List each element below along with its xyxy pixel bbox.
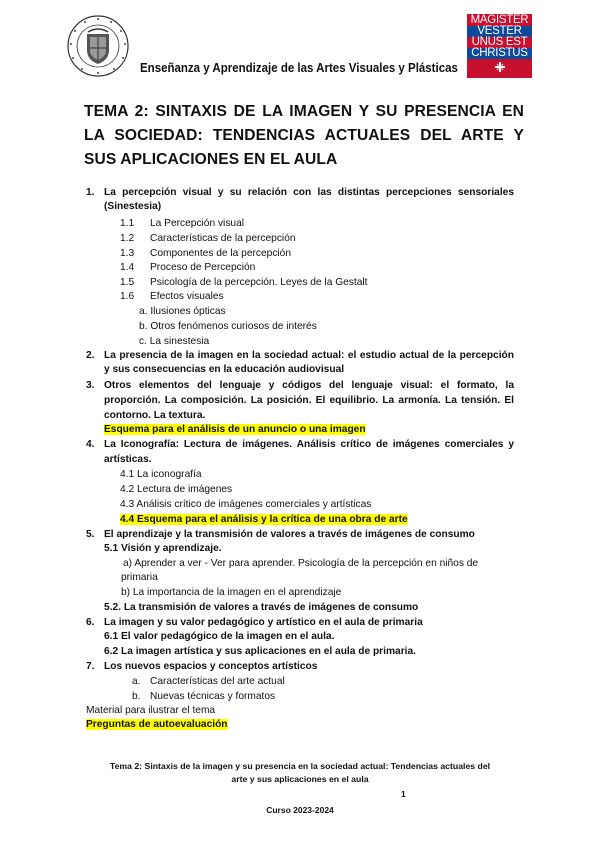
questions-highlight-text: Preguntas de autoevaluación [86,719,228,730]
item-4-text-line-2: artísticas. [104,454,152,465]
item-7-b-text: Nuevas técnicas y formatos [150,691,276,702]
item-4-text-line-1: La Iconografía: Lectura de imágenes. Análisis crítico de imágenes comerciales y [104,439,514,450]
header-title: Enseñanza y Aprendizaje de las Artes Visuales y Plásticas [140,61,458,75]
item-3-highlight [104,423,366,437]
university-seal-icon [66,14,130,78]
item-2-text-line-1: La presencia de la imagen en la sociedad actual: el estudio actual de la percepción [104,350,514,361]
item-7-a-number: a. [132,676,141,687]
document-title: TEMA 2: SINTAXIS DE LA IMAGEN Y SU PRESENCIA EN LA SOCIEDAD: TENDENCIAS ACTUALES DEL ARTE Y SUS APLICACIONES EN EL AULA [84,103,524,168]
item-4-1: 4.1 La iconografía [120,469,202,480]
item-5-1-a-line-2: primaria [121,572,158,583]
item-3-highlight-text: Esquema para el análisis de un anuncio o una imagen [104,424,366,435]
brand-line-3: UNUS EST [471,36,528,48]
item-5-text: El aprendizaje y la transmisión de valores a través de imágenes de consumo [104,529,475,540]
item-1-4-number: 1.4 [120,262,135,273]
item-1-6-c: c. La sinestesia [139,336,210,347]
questions-line [86,718,228,732]
item-2-number: 2. [86,350,95,361]
item-3-number: 3. [86,380,95,391]
item-1-5-text: Psicología de la percepción. Leyes de la Gestalt [150,277,368,288]
material-line: Material para ilustrar el tema [86,705,216,716]
item-4-4 [120,513,408,527]
item-4-number: 4. [86,439,95,450]
item-1-6-number: 1.6 [120,291,135,302]
item-7-text: Los nuevos espacios y conceptos artísticos [104,661,318,672]
item-5-2: 5.2. La transmisión de valores a través de imágenes de consumo [104,602,419,613]
brand-logo [467,14,532,78]
item-1-2-text: Características de la percepción [150,233,296,244]
item-1-6-text: Efectos visuales [150,291,224,302]
item-1-6-b: b. Otros fenómenos curiosos de interés [139,321,317,332]
item-7-number: 7. [86,661,95,672]
item-6-2: 6.2 La imagen artística y sus aplicaciones en el aula de primaria. [104,646,416,657]
item-5-1-a-line-1: a) Aprender a ver - Ver para aprender. Psicología de la percepción en niños de [123,558,479,569]
brand-line-1: MAGISTER [470,14,529,26]
item-4-2: 4.2 Lectura de imágenes [120,484,233,495]
item-6-number: 6. [86,617,95,628]
item-1-number: 1. [86,187,95,198]
item-5-number: 5. [86,529,95,540]
item-2-text-line-2: y sus consecuencias en la educación audiovisual [104,364,345,375]
item-6-text: La imagen y su valor pedagógico y artístico en el aula de primaria [104,617,423,628]
item-6-1: 6.1 El valor pedagógico de la imagen en el aula. [104,631,335,642]
item-7-a-text: Características del arte actual [150,676,285,687]
cross-icon [495,62,505,72]
item-1-2-number: 1.2 [120,233,135,244]
item-3-text-line-2: proporción. La composición. La posición. El equilibrio. La armonía. La tensión. El [104,395,514,406]
brand-line-4: CHRISTUS [471,47,528,59]
item-1-4-text: Proceso de Percepción [150,262,256,273]
item-1-3-number: 1.3 [120,248,135,259]
item-5-1: 5.1 Visión y aprendizaje. [104,543,222,554]
item-1-5-number: 1.5 [120,277,135,288]
item-1-1-number: 1.1 [120,218,135,229]
page-number: 1 [401,789,406,799]
item-4-4-highlight-text: 4.4 Esquema para el análisis y la crítica de una obra de arte [120,514,408,525]
item-1-text-line-2: (Sinestesia) [104,201,162,212]
course-year: Curso 2023-2024 [266,805,334,815]
item-1-6-a: a. Ilusiones ópticas [139,306,226,317]
item-5-1-b: b) La importancia de la imagen en el aprendizaje [121,587,342,598]
footer-title [80,760,520,786]
brand-line-2: VESTER [477,25,522,37]
item-1-text-line-1: La percepción visual y su relación con las distintas percepciones sensoriales [104,187,514,198]
item-3-text-line-3: contorno. La textura. [104,410,206,421]
item-4-3: 4.3 Análisis crítico de imágenes comerciales y artísticas [120,499,372,510]
item-7-b-number: b. [132,691,141,702]
footer-title-line-1: Tema 2: Sintaxis de la imagen y su presencia en la sociedad actual: Tendencias actuales del [109,761,491,771]
item-1-1-text: La Percepción visual [150,218,245,229]
item-3-text-line-1: Otros elementos del lenguaje y códigos del lenguaje visual: el formato, la [104,380,514,391]
footer-title-line-2: arte y sus aplicaciones en el aula [231,774,369,784]
item-1-3-text: Componentes de la percepción [150,248,292,259]
